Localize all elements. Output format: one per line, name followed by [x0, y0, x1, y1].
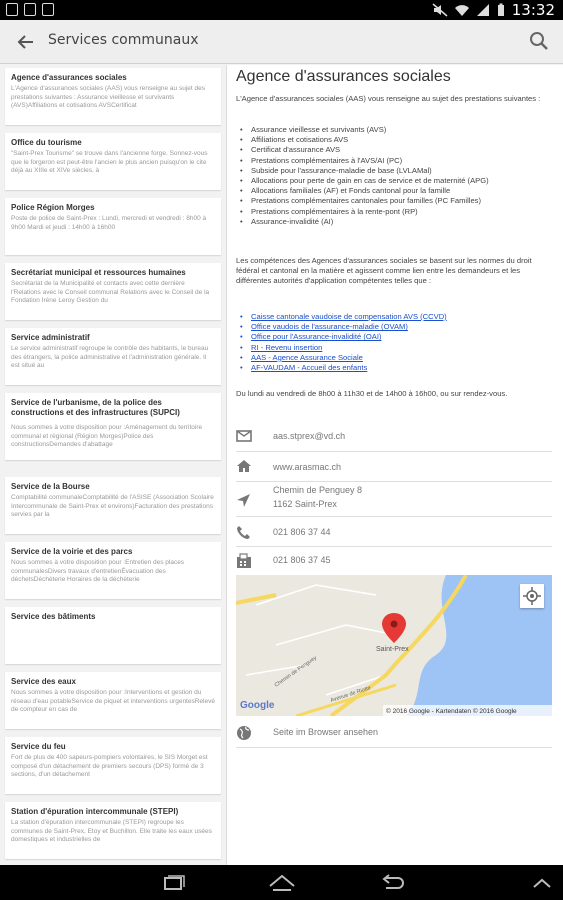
service-card-secretariat[interactable] — [5, 263, 221, 320]
notification-icons — [6, 3, 54, 16]
service-desc: Comptabilité communaleComptabilité de l'ASISE (Association Scolaire Intercommunale de Saint-Prex et environs)Facturation des prestations servies par la — [11, 494, 214, 518]
back-nav-button[interactable] — [378, 873, 406, 893]
service-card-tourisme[interactable] — [5, 133, 221, 190]
browser-link: Seite im Browser ansehen — [273, 727, 379, 737]
service-title: Service de la Bourse — [11, 482, 90, 491]
map-road-label-1: Chemin de Penguey — [273, 655, 318, 689]
service-title: Service des eaux — [11, 677, 76, 686]
service-desc: Nous sommes à votre disposition pour :Entretien des places communalesDivers travaux d'entretienÉvacuation des déchetsDéchèterie Horaires de la déchèterie — [11, 559, 185, 583]
fax-icon — [236, 553, 252, 569]
back-nav-icon — [378, 873, 406, 893]
mute-icon — [432, 3, 448, 17]
list-item: • Assurance-invalidité (AI) — [251, 217, 551, 227]
detail-title: Agence d'assurances sociales — [236, 68, 451, 85]
signal-icon — [476, 3, 490, 17]
map-attribution: © 2016 Google - Kartendaten © 2016 Google — [386, 708, 517, 715]
address-row[interactable] — [236, 482, 552, 517]
service-desc: Secrétariat de la Municipalité et contacts avec cette dernière l'Relations avec le Conseil communal Relations avec le Conseil de la Fondation Irène Leroy Gestion du — [11, 280, 210, 304]
service-title: Agence d'assurances sociales — [11, 73, 127, 82]
home-icon — [236, 459, 252, 475]
browser-row[interactable] — [236, 718, 552, 748]
clock: 13:32 — [511, 1, 555, 19]
search-icon — [527, 29, 551, 53]
service-detail — [227, 65, 563, 865]
my-location-button[interactable] — [520, 584, 544, 608]
status-bar — [0, 0, 563, 20]
service-title: Service administratif — [11, 333, 90, 342]
service-title: Station d'épuration intercommunale (STEPI) — [11, 807, 179, 816]
service-desc: La station d'épuration intercommunale (STEPI) regroupe les communes de Saint-Prex, Etoy et Buchillon. Elle traite les eaux usées domestiques et industrielles de — [11, 819, 212, 843]
recent-apps-icon — [160, 873, 188, 893]
address-city: 1162 Saint-Prex — [273, 499, 337, 509]
google-logo: Google — [240, 700, 275, 711]
services-list — [0, 65, 226, 865]
service-title: Secrétariat municipal et ressources humaines — [11, 268, 186, 277]
chevron-up-button[interactable] — [528, 873, 556, 893]
address-street: Chemin de Penguey 8 — [273, 485, 363, 495]
list-item: • Affiliations et cotisations AVS — [251, 135, 551, 145]
link-ovam[interactable]: • Office vaudois de l'assurance-maladie (OVAM) — [251, 322, 551, 332]
page-title: Services communaux — [48, 32, 199, 48]
phone-row[interactable] — [236, 517, 552, 547]
service-card-supci[interactable] — [5, 393, 221, 460]
phone-icon — [236, 525, 252, 541]
service-card-stepi[interactable] — [5, 802, 221, 859]
website-value: www.arasmac.ch — [273, 462, 342, 472]
map-road-label-2: Avenue de Riotte — [329, 685, 372, 704]
wifi-icon — [455, 3, 469, 17]
service-desc: L'Agence d'assurances sociales (AAS) vous renseigne au sujet des prestations suivantes : Assurance vieillesse et survivants (AVS)Affiliations et cotisations AVSCertificat — [11, 85, 205, 109]
app-bar — [0, 20, 563, 64]
chevron-up-icon — [528, 873, 556, 893]
link-ccvd[interactable]: • Caisse cantonale vaudoise de compensation AVS (CCVD) — [251, 312, 551, 322]
email-value: aas.stprex@vd.ch — [273, 431, 346, 441]
service-card-batiments[interactable] — [5, 607, 221, 664]
service-title: Police Région Morges — [11, 203, 95, 212]
globe-icon — [236, 725, 252, 741]
website-row[interactable] — [236, 452, 552, 482]
arrow-back-icon — [14, 30, 38, 54]
service-desc: Nous sommes à votre disposition pour :Aménagement du territoire communal et régional (Région Morges)Police des constructionsDemandes d'abattage — [11, 424, 203, 448]
list-item: • Allocations familiales (AF) et Fonds cantonal pour la famille — [251, 186, 551, 196]
service-desc: Le service administratif regroupe le contrôle des habitants, le bureau des étrangers, la police administrative et l'administration générale. Il est situé au — [11, 345, 209, 369]
service-card-eaux[interactable] — [5, 672, 221, 729]
link-af-vaudam[interactable]: • AF-VAUDAM - Accueil des enfants — [251, 363, 551, 373]
list-item: • Certificat d'assurance AVS — [251, 145, 551, 155]
service-card-aas[interactable] — [5, 68, 221, 125]
authority-links — [251, 312, 551, 373]
link-oai[interactable]: • Office pour l'Assurance-invalidité (OAI) — [251, 332, 551, 342]
service-title: Service des bâtiments — [11, 612, 96, 621]
service-title: Office du tourisme — [11, 138, 82, 147]
home-nav-icon — [268, 873, 296, 893]
phone-value: 021 806 37 44 — [273, 527, 331, 537]
list-item: • Allocations pour perte de gain en cas de service et de maternité (APG) — [251, 176, 551, 186]
list-item: • Prestations complémentaires à l'AVS/AI (PC) — [251, 156, 551, 166]
back-button[interactable] — [14, 30, 38, 54]
service-card-administratif[interactable] — [5, 328, 221, 385]
navigation-bar — [0, 865, 563, 900]
recent-apps-button[interactable] — [160, 873, 188, 893]
service-title: Service du feu — [11, 742, 66, 751]
service-title: Service de l'urbanisme, de la police des constructions et des infrastructures (SUPCI) — [11, 398, 180, 417]
storage-notification-icon — [24, 3, 36, 16]
service-title: Service de la voirie et des parcs — [11, 547, 133, 556]
map-canvas — [236, 575, 552, 716]
detail-competences: Les compétences des Agences d'assurances sociales se basent sur les normes du droit fédéral et cantonal en la matière et agissent comme lien entre les demandeurs et les différentes autorités d'application compétentes telles que : — [236, 256, 532, 285]
list-item: • Subside pour l'assurance-maladie de base (LVLAMal) — [251, 166, 551, 176]
navigation-icon — [236, 493, 252, 509]
list-item: • Prestations complémentaires cantonales pour familles (PC Familles) — [251, 196, 551, 206]
my-location-icon — [520, 584, 544, 608]
fax-row[interactable] — [236, 547, 552, 575]
map-place-label: Saint-Prex — [376, 646, 409, 653]
link-aas[interactable]: • AAS - Agence Assurance Sociale — [251, 353, 551, 363]
location-map[interactable] — [236, 575, 552, 716]
email-row[interactable] — [236, 420, 552, 452]
link-ri[interactable]: • RI - Revenu insertion — [251, 343, 551, 353]
service-card-voirie[interactable] — [5, 542, 221, 599]
search-button[interactable] — [527, 29, 551, 53]
home-button[interactable] — [268, 873, 296, 893]
service-desc: "Saint-Prex Tourisme" se trouve dans l'ancienne forge. Sonnez-vous que le forgeron est peut-être l'ancien le plus ancien puisqu'on le cite déjà au XIIIe et XIVe siècles, à — [11, 150, 208, 174]
service-card-bourse[interactable] — [5, 477, 221, 534]
list-item: • Prestations complémentaires à la rente-pont (RP) — [251, 207, 551, 217]
service-card-feu[interactable] — [5, 737, 221, 794]
service-desc: Nous sommes à votre disposition pour :Interventions et gestion du réseau d'eau potableService de piquet et interventions urgentesRelevé de compteur en cas de — [11, 689, 215, 713]
service-card-police[interactable] — [5, 198, 221, 255]
list-item: • Assurance vieillesse et survivants (AVS) — [251, 125, 551, 135]
battery-icon — [497, 3, 505, 17]
email-icon — [236, 429, 252, 445]
opening-hours: Du lundi au vendredi de 8h00 à 11h30 et de 14h00 à 16h00, ou sur rendez-vous. — [236, 389, 508, 398]
service-desc: Poste de police de Saint-Prex : Lundi, mercredi et vendredi : 8h00 à 9h00 Mardi et jeudi : 14h00 à 16h00 — [11, 215, 207, 231]
gallery-notification-icon — [6, 3, 18, 16]
upload-notification-icon — [42, 3, 54, 16]
fax-value: 021 806 37 45 — [273, 555, 331, 565]
detail-intro: L'Agence d'assurances sociales (AAS) vous renseigne au sujet des prestations suivantes : — [236, 94, 541, 103]
service-desc: Fort de plus de 400 sapeurs-pompiers volontaires, le SIS Morget est composé d'un détachement de premiers secours (DPS) formé de 3 sections, d'un détachement — [11, 754, 208, 778]
prestations-list — [251, 125, 551, 227]
